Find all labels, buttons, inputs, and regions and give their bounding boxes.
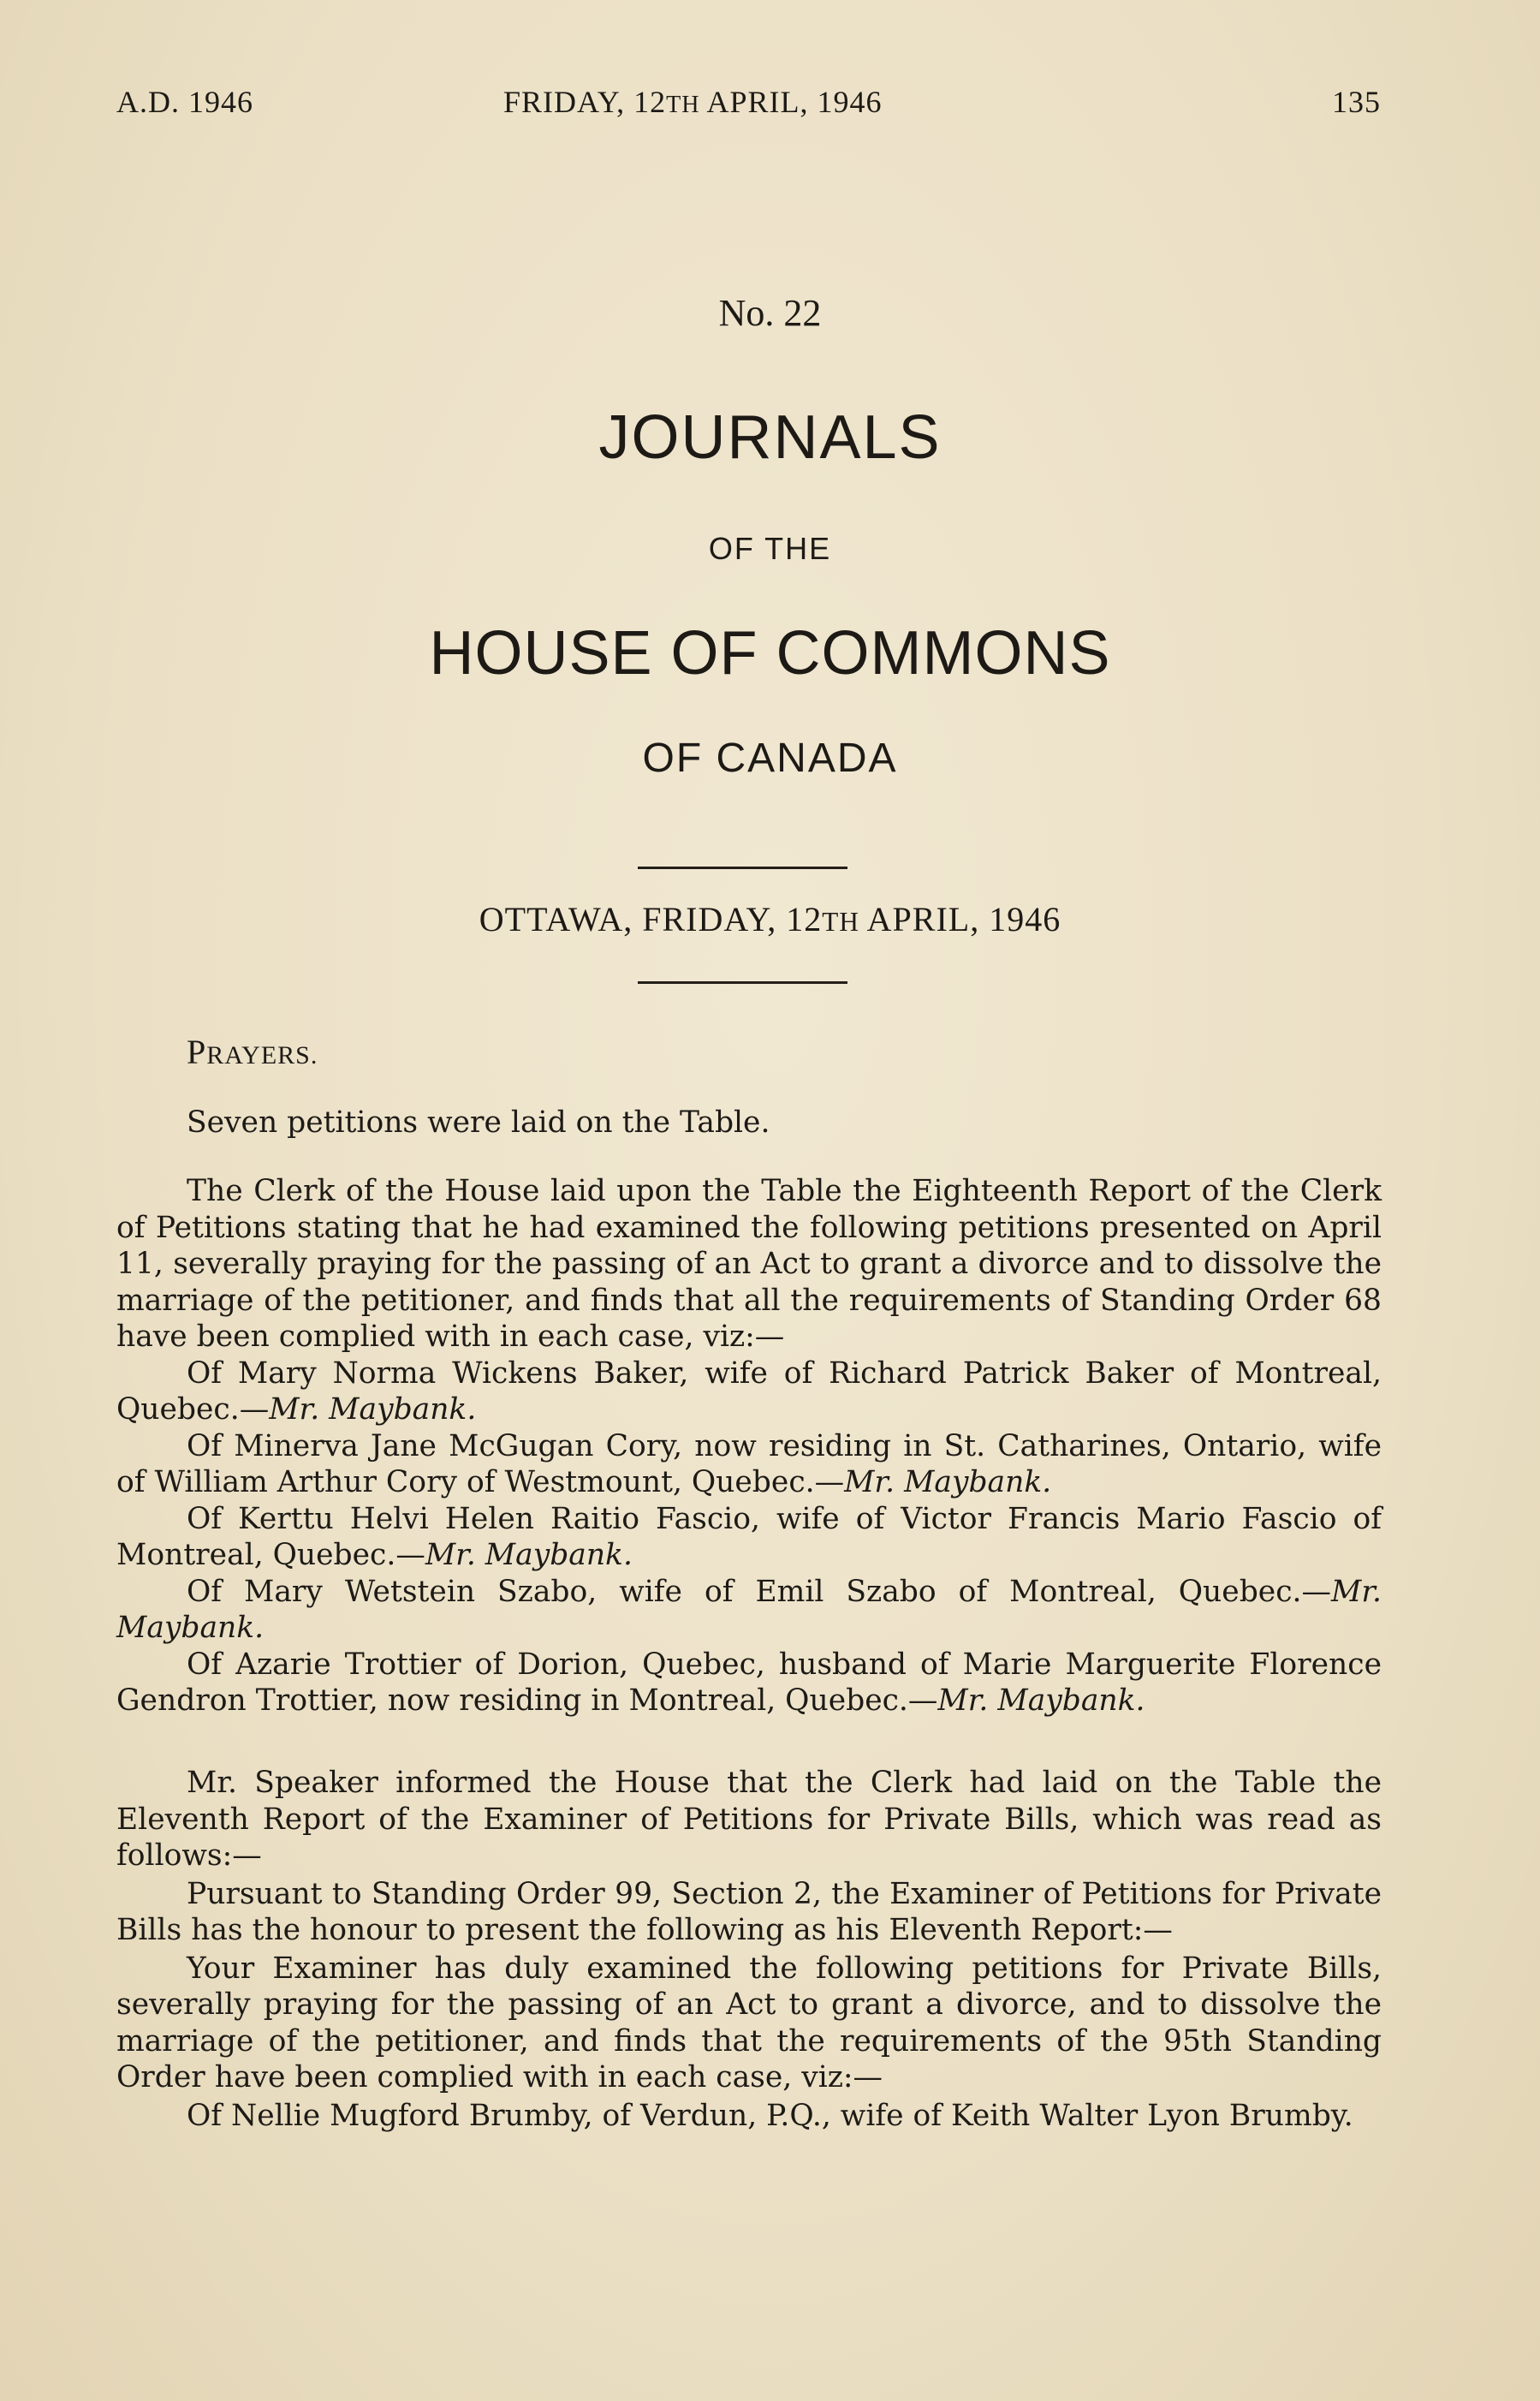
page-number: 135: [1332, 85, 1381, 119]
running-head: [116, 84, 1381, 127]
header-year: A.D. 1946: [116, 85, 253, 119]
prayers-heading: PRAYERS.: [187, 1033, 318, 1071]
house-of-commons-title: HOUSE OF COMMONS: [429, 619, 1111, 688]
journal-number: No. 22: [718, 292, 822, 334]
speaker-paragraph: Mr. Speaker informed the House that the Clerk had laid on the Table the Eleventh Report of the Examiner of Petitions for Private Bills, which was read as follows:—: [116, 1766, 1382, 1873]
petition-item: Of Minerva Jane McGugan Cory, now residing in St. Catharines, Ontario, wife of William Arthur Cory of Westmount, Quebec.—Mr. Maybank.: [116, 1428, 1382, 1499]
clerk-report-paragraph: The Clerk of the House laid upon the Table the Eighteenth Report of the Clerk of Petitions stating that he had examined the following petitions presented on April 11, severally praying for the passing of an Act to grant a divorce and to dissolve the marriage of the petitioner, and finds that all the requirements of Standing Order 68 have been complied with in each case, viz:—: [116, 1174, 1382, 1354]
clerk-report-section: [116, 1173, 1382, 1719]
divider-rule-top: [638, 867, 847, 869]
petition-item: Of Azarie Trottier of Dorion, Quebec, husband of Marie Marguerite Florence Gendron Trottier, now residing in Montreal, Quebec.—Mr. Maybank.: [116, 1647, 1382, 1718]
pursuant-paragraph: Pursuant to Standing Order 99, Section 2, the Examiner of Petitions for Private Bills has the honour to present the following as his Eleventh Report:—: [116, 1876, 1382, 1947]
petition-item: Of Mary Wetstein Szabo, wife of Emil Szabo of Montreal, Quebec.—Mr. Maybank.: [116, 1574, 1382, 1645]
seven-petitions-paragraph: Seven petitions were laid on the Table.: [187, 1105, 770, 1140]
of-the-line: OF THE: [708, 531, 832, 566]
brumby-petition: Of Nellie Mugford Brumby, of Verdun, P.Q., wife of Keith Walter Lyon Brumby.: [187, 2098, 1353, 2133]
of-canada-line: OF CANADA: [642, 736, 898, 781]
header-date: FRIDAY, 12TH APRIL, 1946: [503, 85, 883, 119]
examiner-paragraph: Your Examiner has duly examined the following petitions for Private Bills, severally praying for the passing of an Act to grant a divorce, and to dissolve the marriage of the petitioner, and finds that the requirements of the 95th Standing Order have been complied with in each case, viz:—: [116, 1951, 1382, 2094]
divider-rule-bottom: [638, 981, 847, 984]
speaker-section: [116, 1765, 1382, 2134]
dateline: OTTAWA, FRIDAY, 12TH APRIL, 1946: [479, 900, 1061, 938]
journals-title: JOURNALS: [598, 403, 942, 472]
petition-item: Of Mary Norma Wickens Baker, wife of Richard Patrick Baker of Montreal, Quebec.—Mr. Maybank.: [116, 1355, 1382, 1427]
petition-item: Of Kerttu Helvi Helen Raitio Fascio, wife of Victor Francis Mario Fascio of Montreal, Quebec.—Mr. Maybank.: [116, 1501, 1382, 1572]
